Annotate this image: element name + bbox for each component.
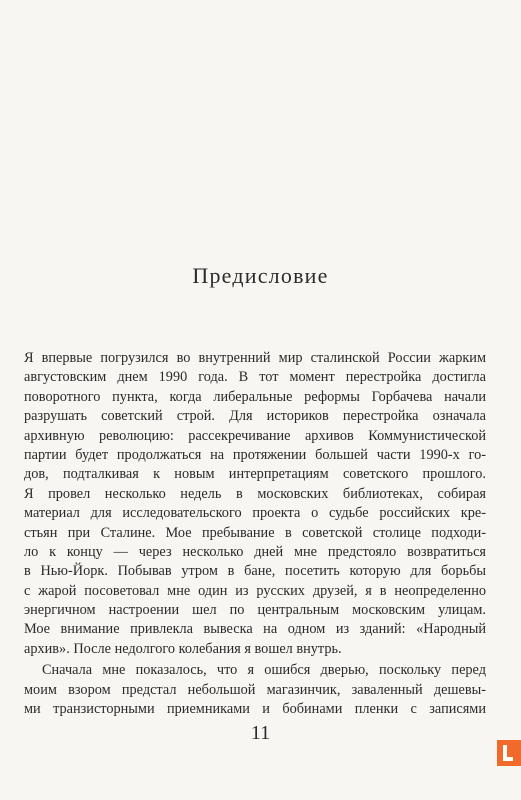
text-line: ло к концу — через несколько дней мне предстояло возвратиться — [24, 543, 486, 560]
text-line: партии будет продолжаться на протяжении большей части 1990-х го- — [24, 446, 486, 463]
text-line: материал для исследовательского проекта о судьбе российских кре- — [24, 505, 486, 522]
text-line: Я провел несколько недель в московских библиотеках, собирая — [24, 485, 486, 502]
paragraph-2 — [24, 661, 486, 719]
litres-l-icon — [501, 744, 515, 762]
text-line: с жарой посоветовал мне один из русских друзей, я в неопределенно — [24, 582, 486, 599]
text-line: ми транзисторными приемниками и бобинами пленки с записями — [24, 701, 486, 718]
text-line: Я впервые погрузился во внутренний мир сталинской России жарким — [24, 350, 486, 366]
text-line: разрушать советский строй. Для историков перестройка означала — [24, 408, 486, 425]
text-line: Сначала мне показалось, что я ошибся дверью, поскольку перед — [42, 662, 486, 679]
text-line: поворотного пункта, когда либеральные реформы Горбачева начали — [24, 388, 486, 405]
text-line: дов, подталкивая к новым интерпретациям советского прошлого. — [24, 466, 486, 483]
body-text — [24, 349, 486, 719]
text-line: архив». После недолгого колебания я вошел внутрь. — [24, 640, 342, 657]
chapter-heading: Предисловие — [192, 263, 329, 288]
text-line: архивную революцию: рассекречивание архивов Коммунистической — [24, 427, 486, 444]
text-line: Мое внимание привлекла вывеска на одном из зданий: «Народный — [24, 621, 486, 638]
text-line: стьян при Сталине. Мое пребывание в советской столице подходи- — [24, 524, 486, 541]
text-line: энергичном настроении шел по центральным московским улицам. — [24, 602, 486, 619]
text-line: в Нью-Йорк. Побывав утром в бане, посетить которую для борьбы — [24, 563, 486, 580]
paragraph-1 — [24, 349, 486, 659]
page-number: 11 — [250, 722, 271, 744]
publisher-badge[interactable] — [497, 740, 521, 766]
text-line: моим взором предстал небольшой магазинчик, заваленный дешевы- — [24, 681, 486, 698]
text-line: августовским днем 1990 года. В тот момент перестройка достигла — [24, 369, 486, 386]
